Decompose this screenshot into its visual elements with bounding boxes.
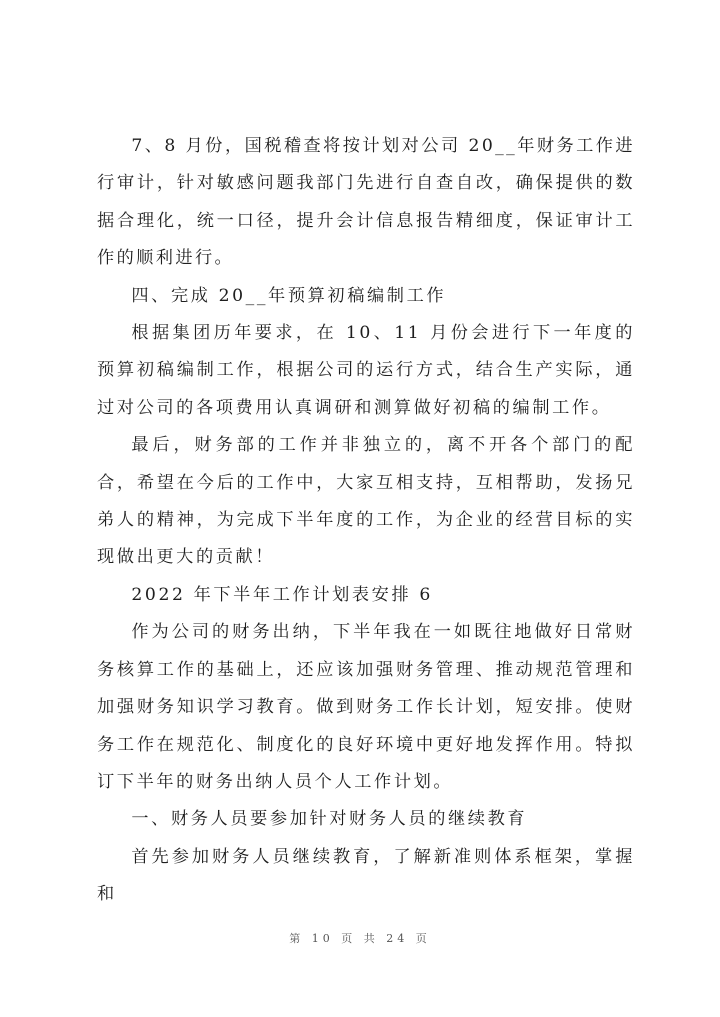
- section-heading-budget: 四、完成 20__年预算初稿编制工作: [131, 285, 447, 306]
- paragraph-conclusion: 最后，财务部的工作并非独立的，离不开各个部门的配合，希望在今后的工作中，大家互相支持，互相帮助，发扬兄弟人的精神，为完成下半年度的工作，为企业的经营目标的实现做出更大的贡献！: [97, 435, 635, 568]
- paragraph-cashier-intro: 作为公司的财务出纳，下半年我在一如既往地做好日常财务核算工作的基础上，还应该加强财务管理、推动规范管理和加强财务知识学习教育。做到财务工作长计划，短安排。使财务工作在规范化、制度化的良好环境中更好地发挥作用。特拟订下半年的财务出纳人员个人工作计划。: [97, 622, 635, 792]
- paragraph-education: 首先参加财务人员继续教育，了解新准则体系框架，掌握和: [97, 846, 635, 905]
- page-number-footer: 第 10 页 共 24 页: [289, 932, 431, 945]
- document-body: [97, 128, 635, 914]
- paragraph-audit: 7、8 月份，国税稽查将按计划对公司 20__年财务工作进行审计，针对敏感问题我部门先进行自查自改，确保提供的数据合理化，统一口径，提升会计信息报告精细度，保证审计工作的顺利进行。: [97, 136, 635, 269]
- document-title-plan-6: 2022 年下半年工作计划表安排 6: [131, 584, 433, 605]
- section-heading-education: 一、财务人员要参加针对财务人员的继续教育: [131, 809, 528, 830]
- paragraph-budget: 根据集团历年要求，在 10、11 月份会进行下一年度的预算初稿编制工作，根据公司的运行方式，结合生产实际，通过对公司的各项费用认真调研和测算做好初稿的编制工作。: [97, 323, 635, 418]
